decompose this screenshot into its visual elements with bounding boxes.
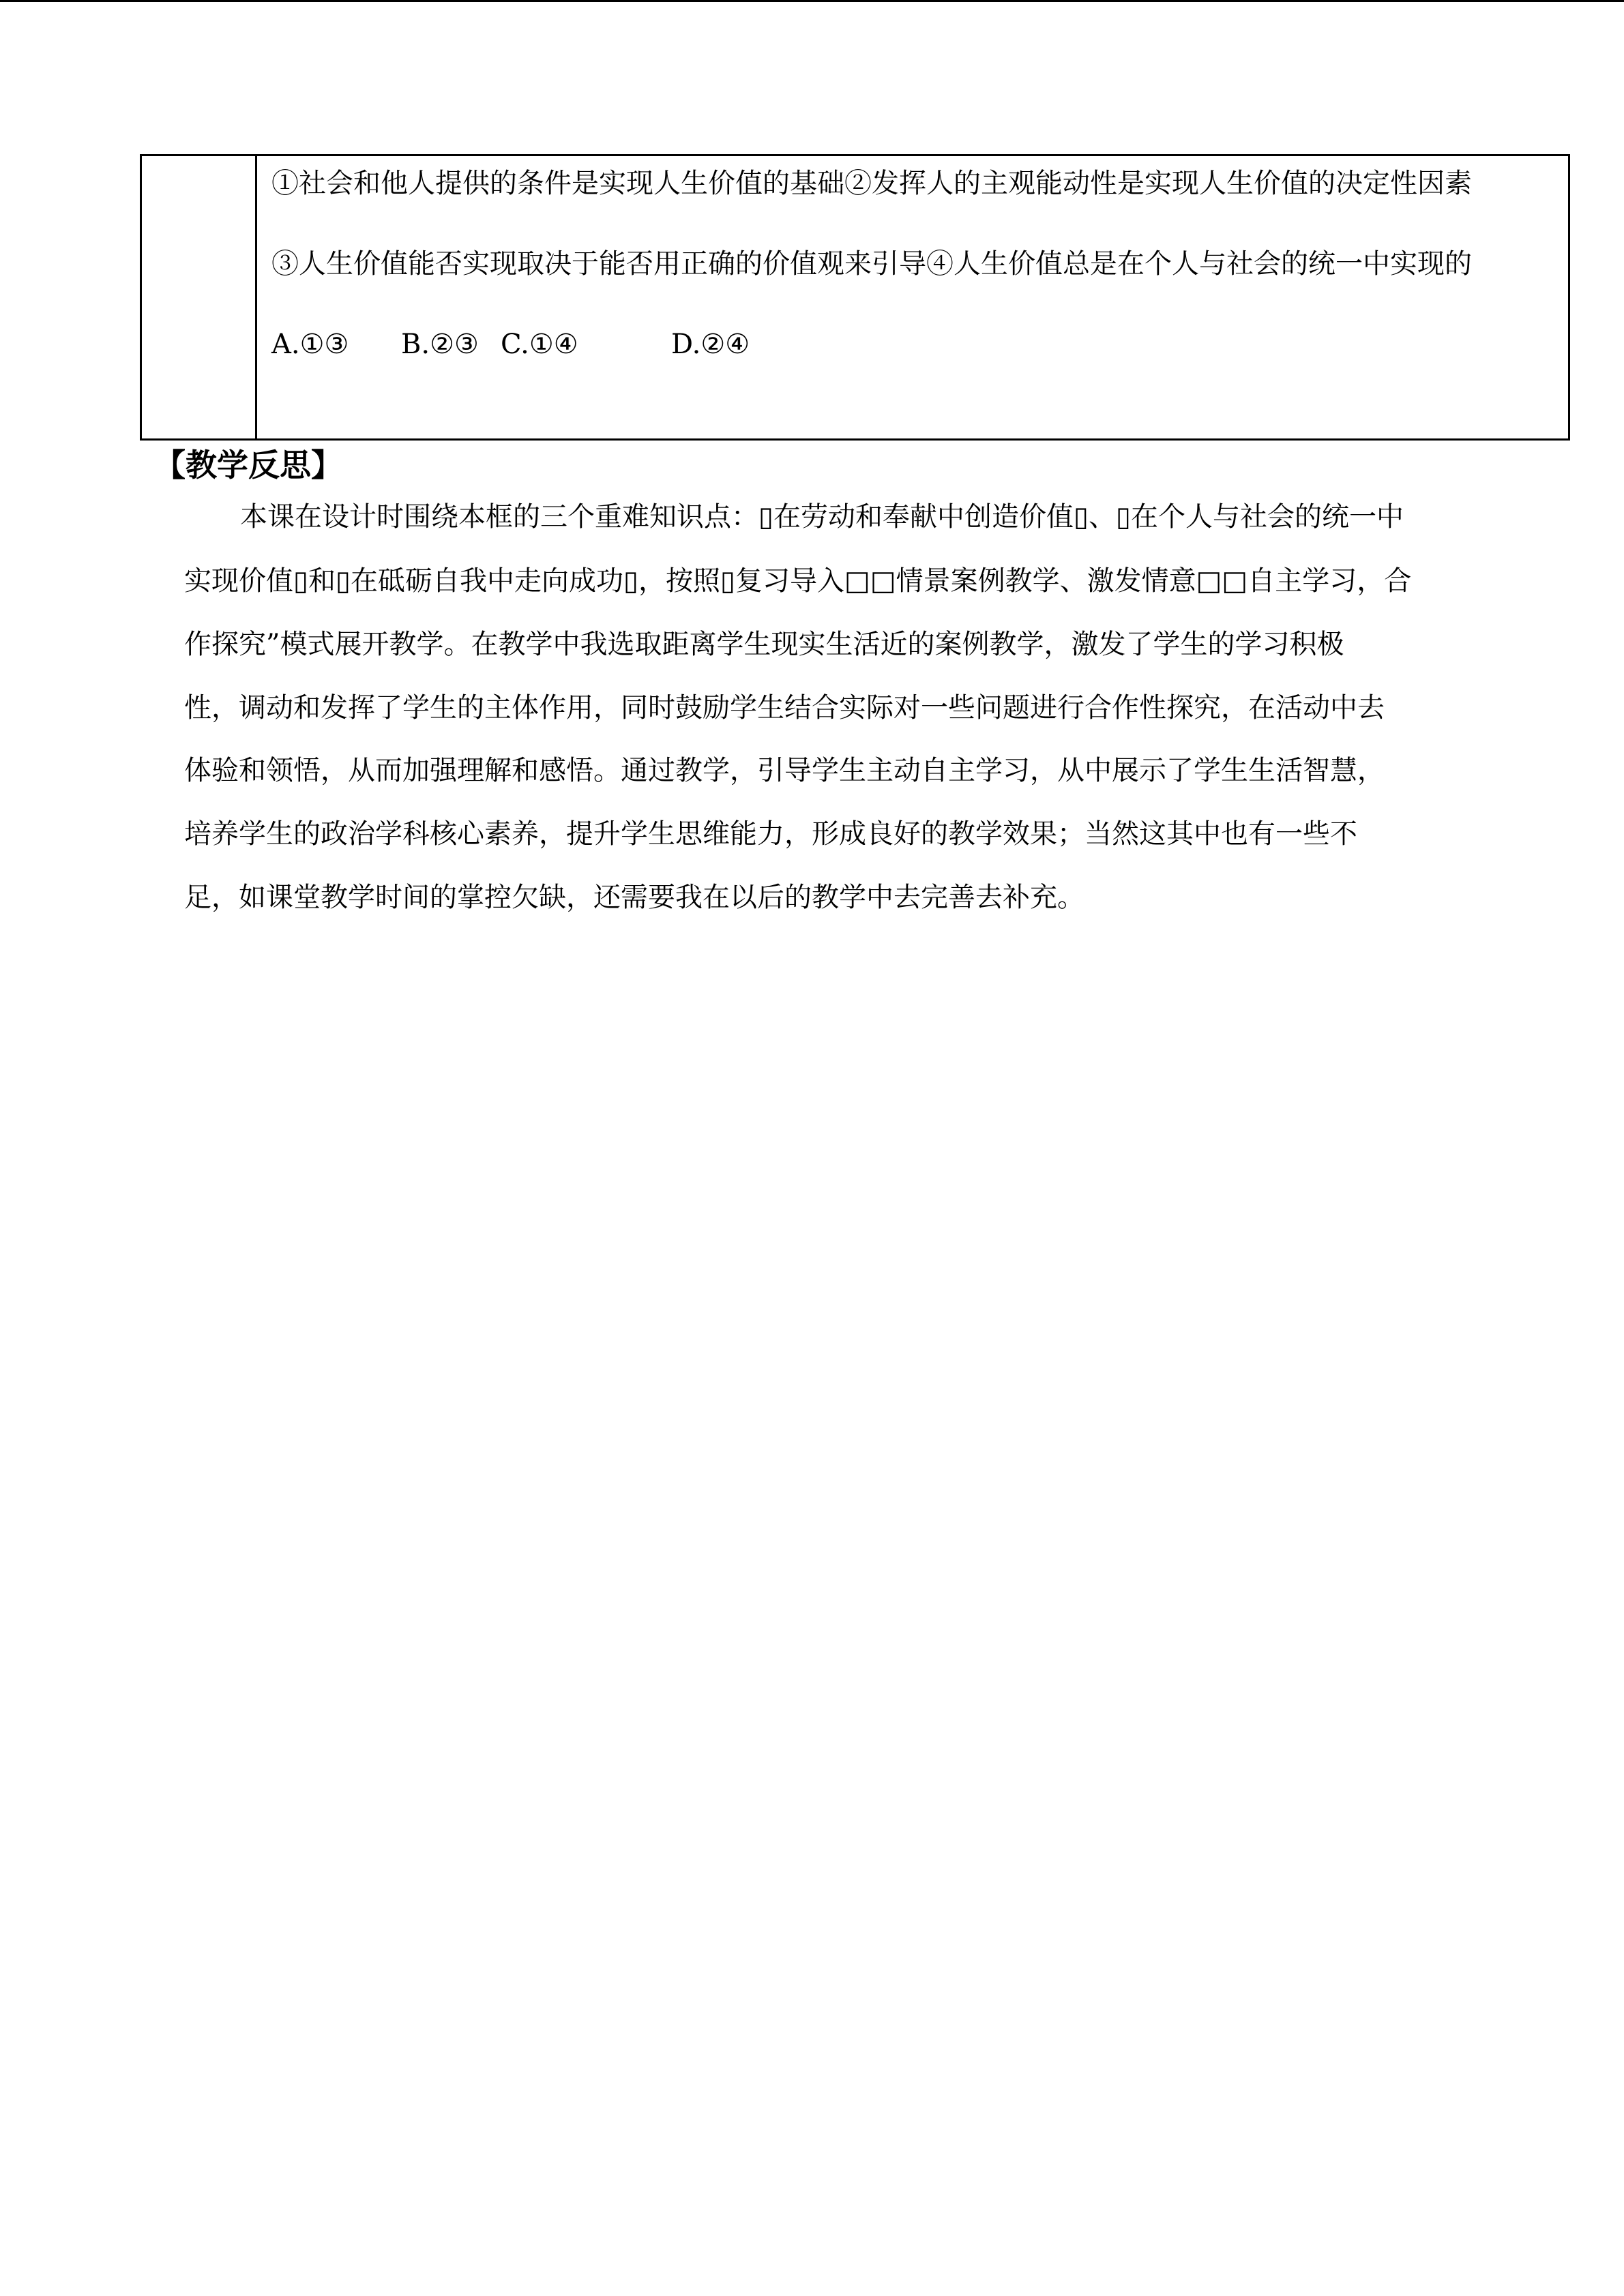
- page-top-border: [0, 0, 1624, 2]
- table-column-divider: [255, 156, 257, 438]
- answer-options: [271, 324, 885, 365]
- reflection-paragraph-line: 本课在设计时围绕本框的三个重难知识点：▯在劳动和奉献中创造价值▯、▯在个人与社会的统一中: [240, 501, 1404, 533]
- reflection-paragraph-line: 足，如课堂教学时间的掌控欠缺，还需要我在以后的教学中去完善去补充。: [184, 882, 1084, 913]
- reflection-paragraph-line: 作探究”模式展开教学。在教学中我选取距离学生现实生活近的案例教学，激发了学生的学习积极: [184, 629, 1344, 660]
- question-statement-line-1: ①社会和他人提供的条件是实现人生价值的基础②发挥人的主观能动性是实现人生价值的决定性因素: [271, 168, 1472, 199]
- reflection-heading: 【教学反思】: [154, 447, 342, 483]
- reflection-paragraph-line: 培养学生的政治学科核心素养，提升学生思维能力，形成良好的教学效果；当然这其中也有一些不: [184, 818, 1357, 850]
- option-c: C.①④: [501, 329, 578, 360]
- question-statement-line-2: ③人生价值能否实现取决于能否用正确的价值观来引导④人生价值总是在个人与社会的统一中实现的: [271, 248, 1472, 280]
- option-a: A.①③: [271, 329, 349, 360]
- question-table: [140, 154, 1570, 441]
- reflection-paragraph-line: 实现价值▯和▯在砥砺自我中走向成功▯，按照▯复习导入□□情景案例教学、激发情意□□自主学习，合: [184, 565, 1412, 597]
- question-cell: [271, 156, 1554, 438]
- option-b: B.②③: [401, 329, 479, 360]
- reflection-paragraph-line: 性，调动和发挥了学生的主体作用，同时鼓励学生结合实际对一些问题进行合作性探究，在活动中去: [184, 692, 1385, 724]
- option-d: D.②④: [671, 329, 750, 360]
- reflection-paragraph-line: 体验和领悟，从而加强理解和感悟。通过教学，引导学生主动自主学习，从中展示了学生生活智慧，: [184, 755, 1385, 786]
